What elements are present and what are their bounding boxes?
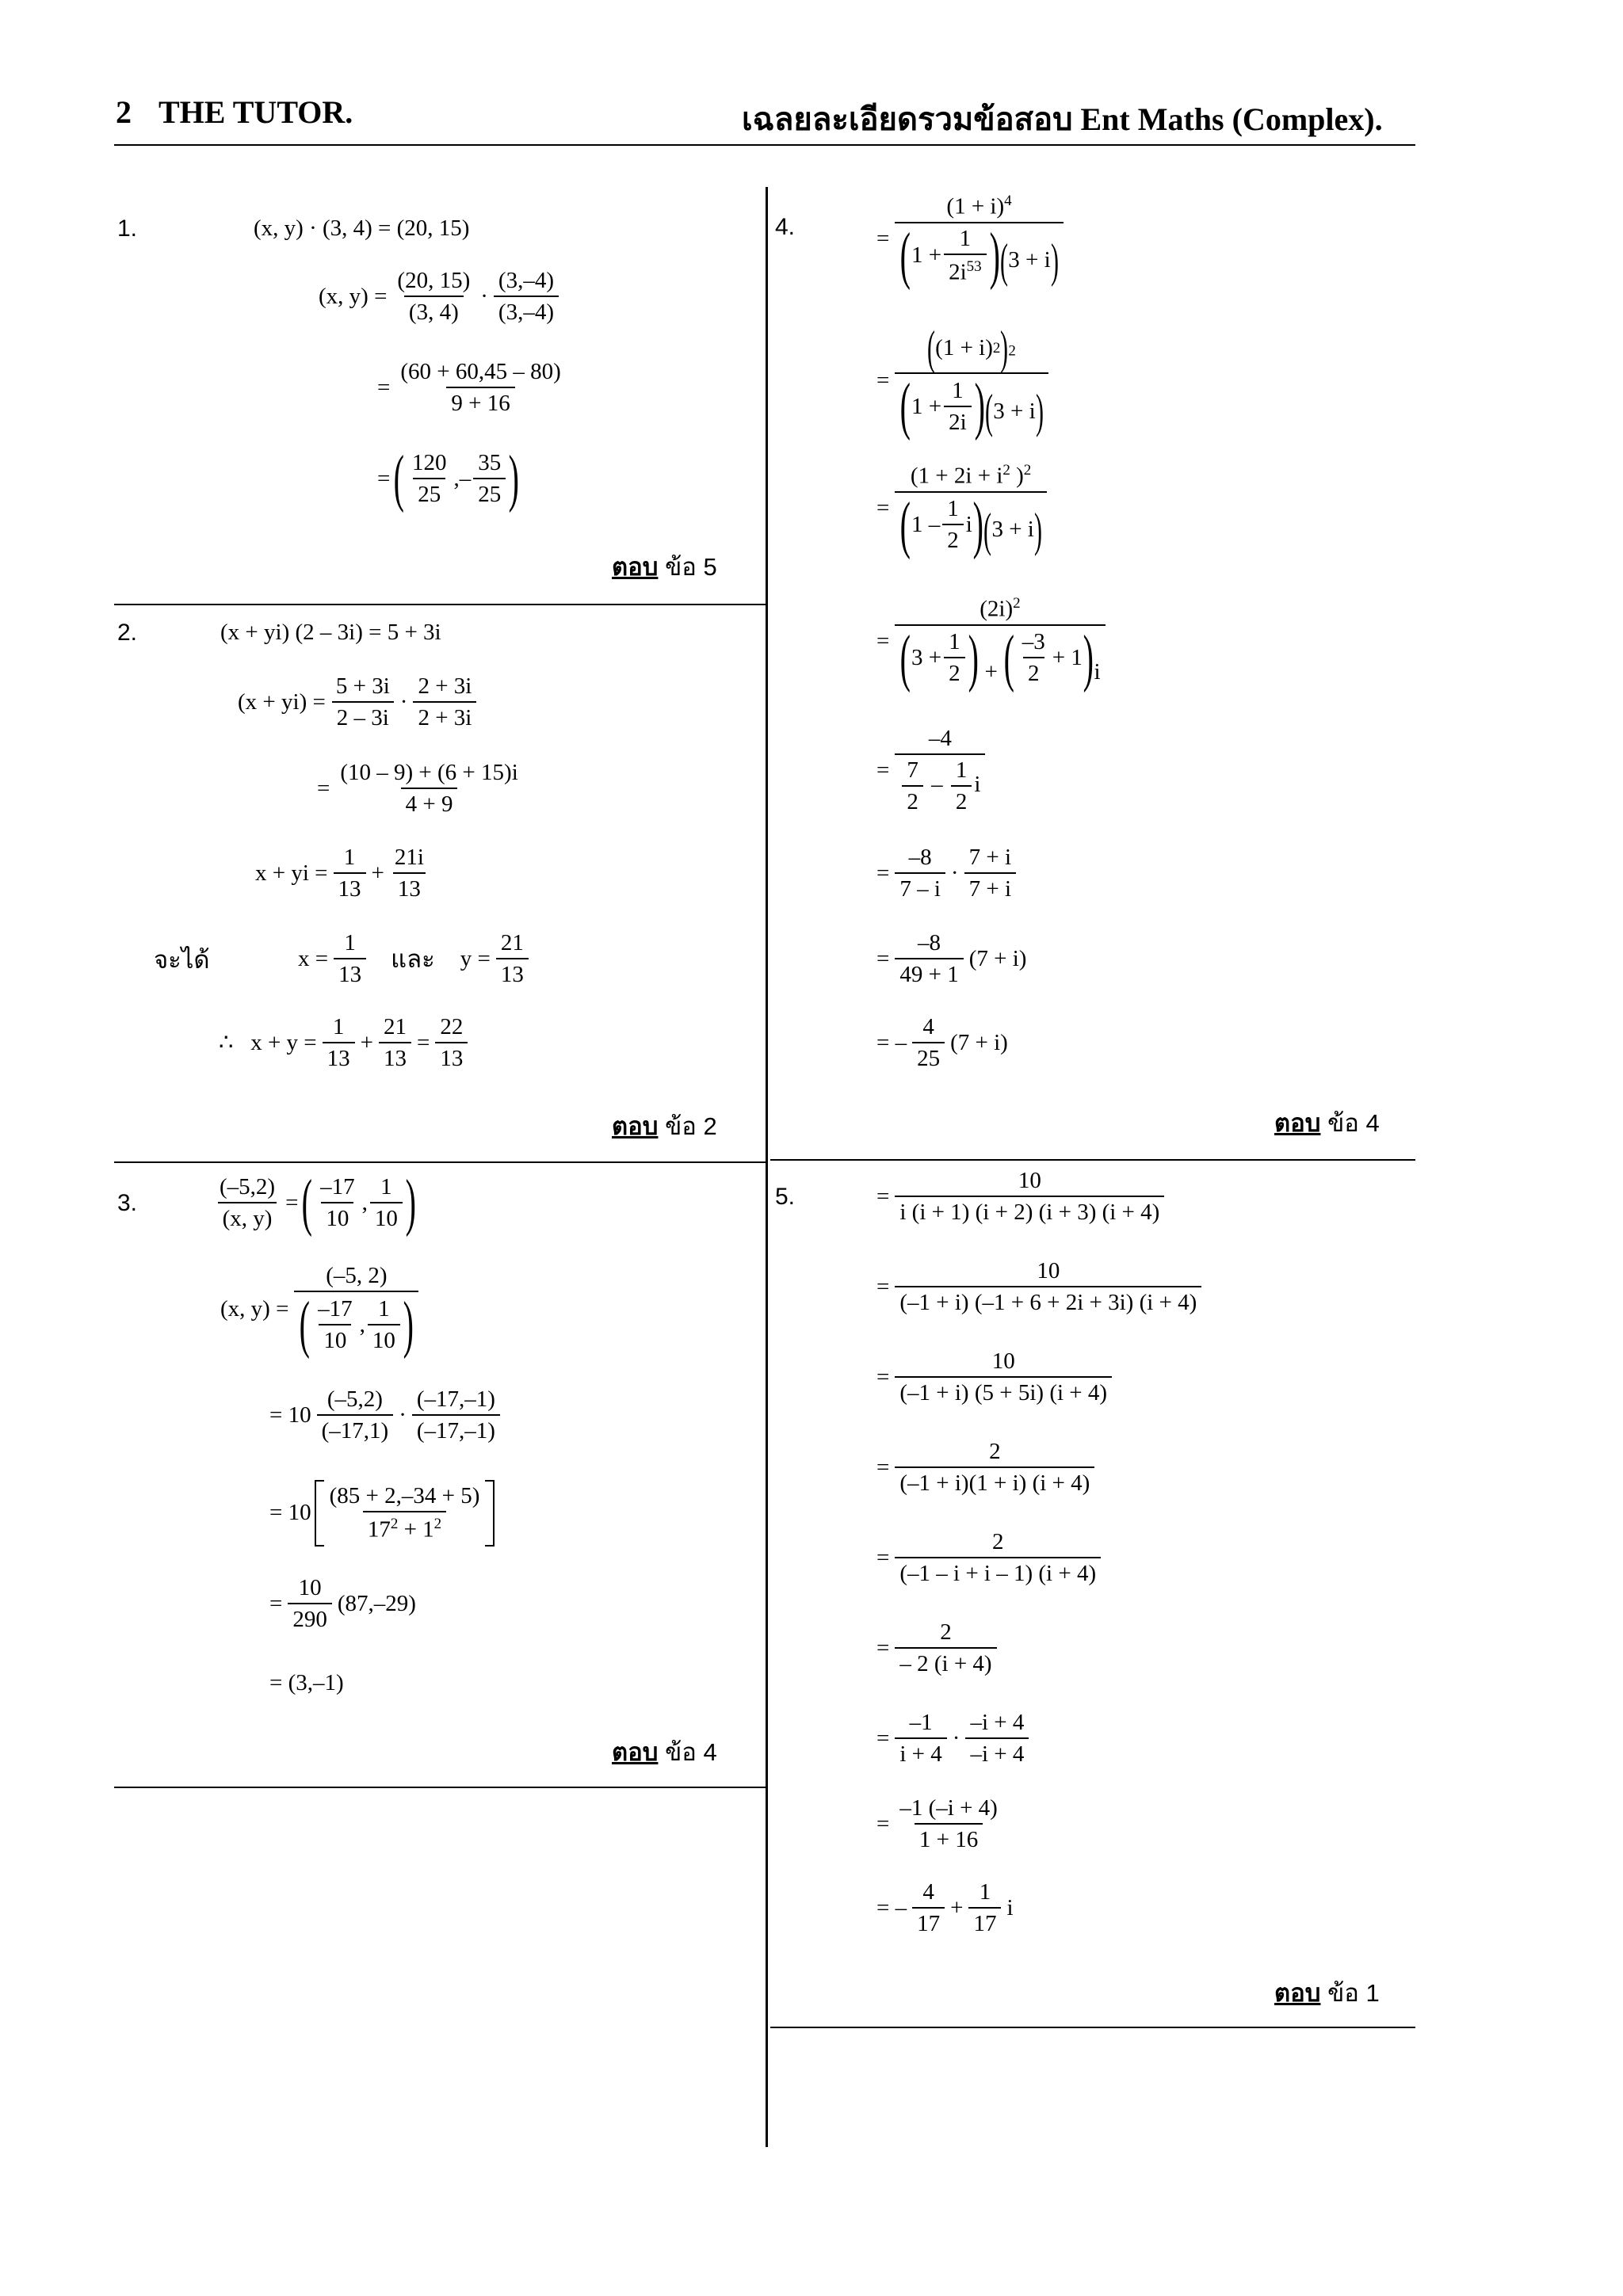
math-step: = (10 – 9) + (6 + 15)i 4 + 9 — [317, 760, 518, 817]
answer-choice: ข้อ 4 — [665, 1738, 717, 1766]
math-step: (–5,2) (x, y) = ( –17 10 , 1 10 ) — [212, 1174, 416, 1231]
answer-choice: ข้อ 5 — [665, 553, 717, 581]
math-step: = – 4 25 (7 + i) — [876, 1014, 1008, 1071]
answer — [1274, 1103, 1380, 1142]
math-step: (x + yi) = 5 + 3i 2 – 3i · 2 + 3i 2 + 3i — [238, 675, 479, 730]
answer — [612, 1106, 717, 1146]
answer-label: ตอบ — [1274, 1109, 1321, 1137]
answer — [1274, 1973, 1380, 2012]
answer-label: ตอบ — [1274, 1979, 1321, 2007]
divider-2 — [114, 1161, 766, 1163]
header-rule — [114, 144, 1415, 146]
problem-number: 2. — [117, 620, 138, 646]
answer-label: ตอบ — [612, 1112, 659, 1140]
problem-number: 3. — [117, 1190, 138, 1216]
math-step: = – 4 17 + 1 17 i — [876, 1879, 1014, 1936]
math-step: = 2 (–1 – i + i – 1) (i + 4) — [876, 1531, 1103, 1585]
brand-title: THE TUTOR. — [158, 94, 353, 130]
thai-text: และ — [391, 945, 435, 973]
problem-number: 1. — [117, 215, 138, 242]
divider-4 — [770, 1159, 1415, 1161]
answer-choice: ข้อ 2 — [665, 1112, 717, 1140]
math-step: (x, y) · (3, 4) = (20, 15) — [254, 215, 470, 241]
math-step: = $(2i)^2$ ( 3 + 1 2 ) + ( –3 2 + 1 ) i — [876, 596, 1108, 687]
math-step: = 10 (–1 + i) (–1 + 6 + 2i + 3i) (i + 4) — [876, 1260, 1204, 1314]
math-step: (x + yi) (2 – 3i) = 5 + 3i — [220, 620, 441, 645]
math-step: = (3,–1) — [269, 1670, 344, 1695]
answer-choice: ข้อ 1 — [1327, 1979, 1380, 2007]
math-step: x = 1 13 และ y = 21 13 — [298, 932, 531, 986]
math-step: = $(1 + i)^4$ ( 1 + 1 $2i^{53}$ ) ( 3 + i ) — [876, 193, 1066, 284]
math-step: (x, y) = (20, 15) (3, 4) · (3,–4) (3,–4) — [319, 269, 561, 324]
answer-choice: ข้อ 4 — [1327, 1109, 1380, 1137]
math-step: ∴ x + y = 1 13 + 21 13 = 22 13 — [219, 1016, 470, 1070]
math-step: = –1 i + 4 · –i + 4 –i + 4 — [876, 1711, 1031, 1766]
document-title: เฉลยละเอียดรวมข้อสอบ Ent Maths (Complex). — [742, 101, 1383, 137]
problem-number: 5. — [775, 1184, 796, 1210]
problem-number: 4. — [775, 214, 796, 240]
math-step: = 2 – 2 (i + 4) — [876, 1621, 999, 1676]
divider-1 — [114, 604, 766, 605]
divider-5 — [770, 2027, 1415, 2028]
math-step: = 10 (85 + 2,–34 + 5) $17^2 + 1^2$ — [269, 1480, 495, 1547]
math-step: = –1 (–i + 4) 1 + 16 — [876, 1795, 998, 1852]
math-step: = 10 (–5,2) (–17,1) · (–17,–1) (–17,–1) — [269, 1388, 502, 1443]
answer-label: ตอบ — [612, 553, 659, 581]
math-step: = ($1 + 2i + i^2$ )$^2$ ( 1 – 1 2 i ) ( 3 + i ) — [876, 463, 1049, 554]
math-step: = –8 7 – i · 7 + i 7 + i — [876, 846, 1018, 901]
divider-3 — [114, 1787, 766, 1788]
math-step: = 2 (–1 + i)(1 + i) (i + 4) — [876, 1440, 1097, 1495]
thai-text: จะได้ — [154, 946, 210, 974]
math-step: = –8 49 + 1 (7 + i) — [876, 930, 1027, 987]
answer-label: ตอบ — [612, 1738, 659, 1766]
math-step: = (60 + 60,45 – 80) 9 + 16 — [377, 359, 561, 416]
math-step: (x, y) = (–5, 2) ( –17 10 , 1 10 ) — [220, 1264, 421, 1353]
math-step: = ( 120 25 ,– 35 25 ) — [377, 444, 520, 513]
math-step: = ( (1 + i) 2 ) $^2$ ( 1 + 1 2i ) ( 3 + i ) — [876, 326, 1051, 435]
math-step: = –4 $\frac{7}{2}$ – $\frac{1}{2}$ i — [876, 727, 987, 814]
column-divider — [766, 187, 768, 2147]
answer — [612, 1732, 717, 1772]
math-step: = 10 (–1 + i) (5 + 5i) (i + 4) — [876, 1350, 1114, 1405]
math-step: = 10 i (i + 1) (i + 2) (i + 3) (i + 4) — [876, 1169, 1167, 1224]
page-number: 2 — [116, 94, 132, 130]
answer — [612, 547, 717, 586]
math-step: = 10 290 (87,–29) — [269, 1575, 416, 1632]
math-step: x + yi = 1 13 + 21i 13 — [255, 845, 424, 902]
